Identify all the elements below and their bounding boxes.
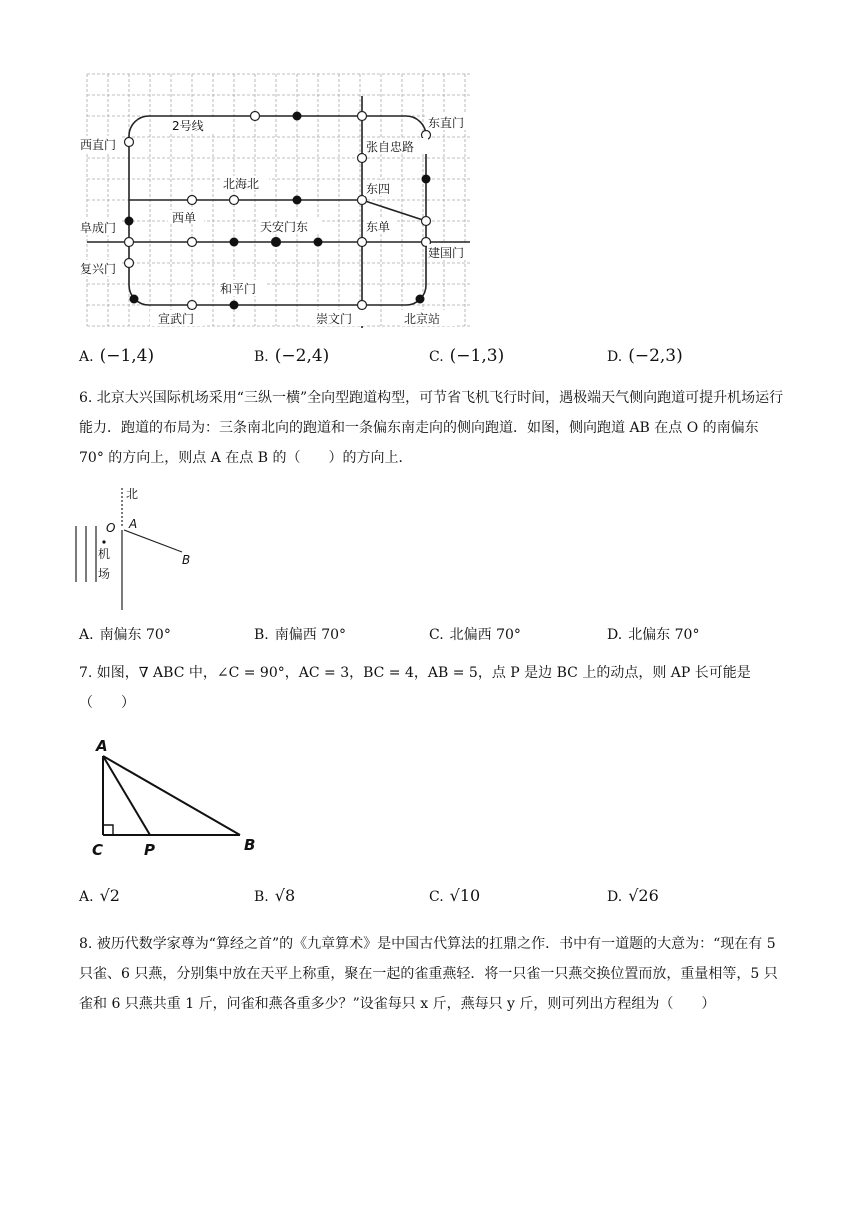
label-airport-2: 场 — [98, 567, 111, 581]
label-beihaibei: 北海北 — [223, 177, 260, 191]
subway-lines — [87, 96, 470, 328]
q5-option-d-value: (−2,3) — [628, 346, 683, 366]
q6-option-c-value: 北偏西 70° — [449, 627, 521, 643]
airport-point — [102, 540, 105, 543]
q7-text: 7. 如图，∇ ABC 中，∠C = 90°，AC = 3，BC = 4，AB = 5，点 P 是边 BC 上的动点，则 AP 长可能是（ ） — [79, 665, 751, 711]
q6-option-d-value: 北偏东 70° — [628, 627, 700, 643]
label-xizhimen: 西直门 — [80, 138, 117, 152]
q7-option-d[interactable] — [607, 886, 659, 905]
q6-option-d-label: D. — [607, 627, 623, 643]
label-jianguomen: 建国门 — [428, 246, 465, 260]
q5-option-a[interactable] — [79, 346, 154, 366]
label-dongsi: 东四 — [366, 182, 391, 196]
q5-option-d-label: D. — [607, 349, 623, 365]
label-xidan: 西单 — [172, 211, 197, 225]
label-fuchengmen: 阜成门 — [80, 221, 117, 235]
q5-option-c-value: (−1,3) — [449, 346, 505, 366]
label-a: A — [96, 737, 108, 755]
q5-option-b-label: B. — [254, 349, 269, 365]
q6-option-a-value: 南偏东 70° — [99, 627, 171, 643]
q6-option-b[interactable] — [254, 624, 346, 644]
q7-option-b[interactable] — [254, 886, 295, 905]
q5-option-a-label: A. — [79, 349, 94, 365]
q5-option-a-value: (−1,4) — [99, 346, 155, 366]
q6-option-c-label: C. — [429, 627, 444, 643]
runway-ab — [124, 530, 182, 552]
q6-option-a-label: A. — [79, 627, 94, 643]
q5-option-c[interactable] — [429, 346, 504, 366]
label-o: O — [106, 521, 116, 535]
label-c: C — [92, 841, 104, 859]
q5-option-b[interactable] — [254, 346, 329, 366]
q8-text: 8. 被历代数学家尊为“算经之首”的《九章算术》是中国古代算法的扛鼎之作．书中有一道题的大意为：“现在有 5 只雀、6 只燕，分别集中放在天平上称重，聚在一起的雀重燕轻．将一只雀一只燕交换位置而放，重量相等，5 只雀和 6 只燕共重 1 斤，问雀和燕各重多少？”设雀每只 x 斤，燕每只 y 斤，则可列出方程组为（ ） — [79, 936, 778, 1012]
subway-map-figure — [78, 66, 478, 334]
q7-option-a-value: √2 — [99, 886, 120, 905]
q6-text: 6. 北京大兴国际机场采用“三纵一横”全向型跑道构型，可节省飞机飞行时间，遇极端天气侧向跑道可提升机场运行能力．跑道的布局为：三条南北向的跑道和一条偏东南走向的侧向跑道．如图，侧向跑道 AB 在点 O 的南偏东 70° 的方向上，则点 A 在点 B 的（ ）的方向上． — [79, 390, 784, 466]
q5-options — [79, 346, 779, 372]
label-a: A — [129, 517, 138, 531]
q7-option-c-label: C. — [429, 889, 444, 905]
q7-option-c[interactable] — [429, 886, 480, 905]
label-north: 北 — [126, 487, 139, 501]
q6-option-c[interactable] — [429, 624, 521, 644]
label-dongzhimen: 东直门 — [428, 116, 465, 130]
q7-option-d-label: D. — [607, 889, 623, 905]
segment-ap — [103, 756, 150, 835]
label-airport-1: 机 — [98, 547, 111, 561]
side-ab — [103, 756, 240, 835]
q6-options — [79, 624, 779, 650]
q7-option-c-value: √10 — [449, 886, 481, 905]
label-b: B — [244, 836, 256, 854]
q7-figure — [86, 734, 276, 864]
label-line-2: 2号线 — [172, 119, 204, 133]
q6-option-a[interactable] — [79, 624, 171, 644]
label-fuxingmen: 复兴门 — [80, 262, 117, 276]
q5-option-d[interactable] — [607, 346, 683, 366]
label-hepingmen: 和平门 — [220, 282, 257, 296]
q6-option-b-label: B. — [254, 627, 269, 643]
label-dongdan: 东单 — [366, 220, 391, 234]
q5-option-c-label: C. — [429, 349, 444, 365]
line-east-diagonal — [362, 200, 426, 221]
q7-option-d-value: √26 — [628, 886, 659, 905]
label-zhangzizhonglu: 张自忠路 — [366, 140, 415, 154]
label-beijingzhan: 北京站 — [404, 312, 441, 326]
label-tiananmendong: 天安门东 — [260, 220, 309, 234]
label-b: B — [182, 553, 191, 567]
label-xuanwumen: 宣武门 — [158, 312, 195, 326]
q6-option-d[interactable] — [607, 624, 699, 644]
q7-option-b-value: √8 — [274, 886, 296, 905]
q7-options — [79, 886, 779, 912]
q7-option-a-label: A. — [79, 889, 94, 905]
q6-figure — [72, 482, 232, 614]
label-p: P — [144, 841, 155, 859]
right-angle-mark — [103, 825, 113, 835]
q5-option-b-value: (−2,4) — [274, 346, 330, 366]
label-chongwenmen: 崇文门 — [316, 312, 353, 326]
q6-option-b-value: 南偏西 70° — [274, 627, 347, 643]
q7-option-b-label: B. — [254, 889, 269, 905]
q7-option-a[interactable] — [79, 886, 120, 905]
